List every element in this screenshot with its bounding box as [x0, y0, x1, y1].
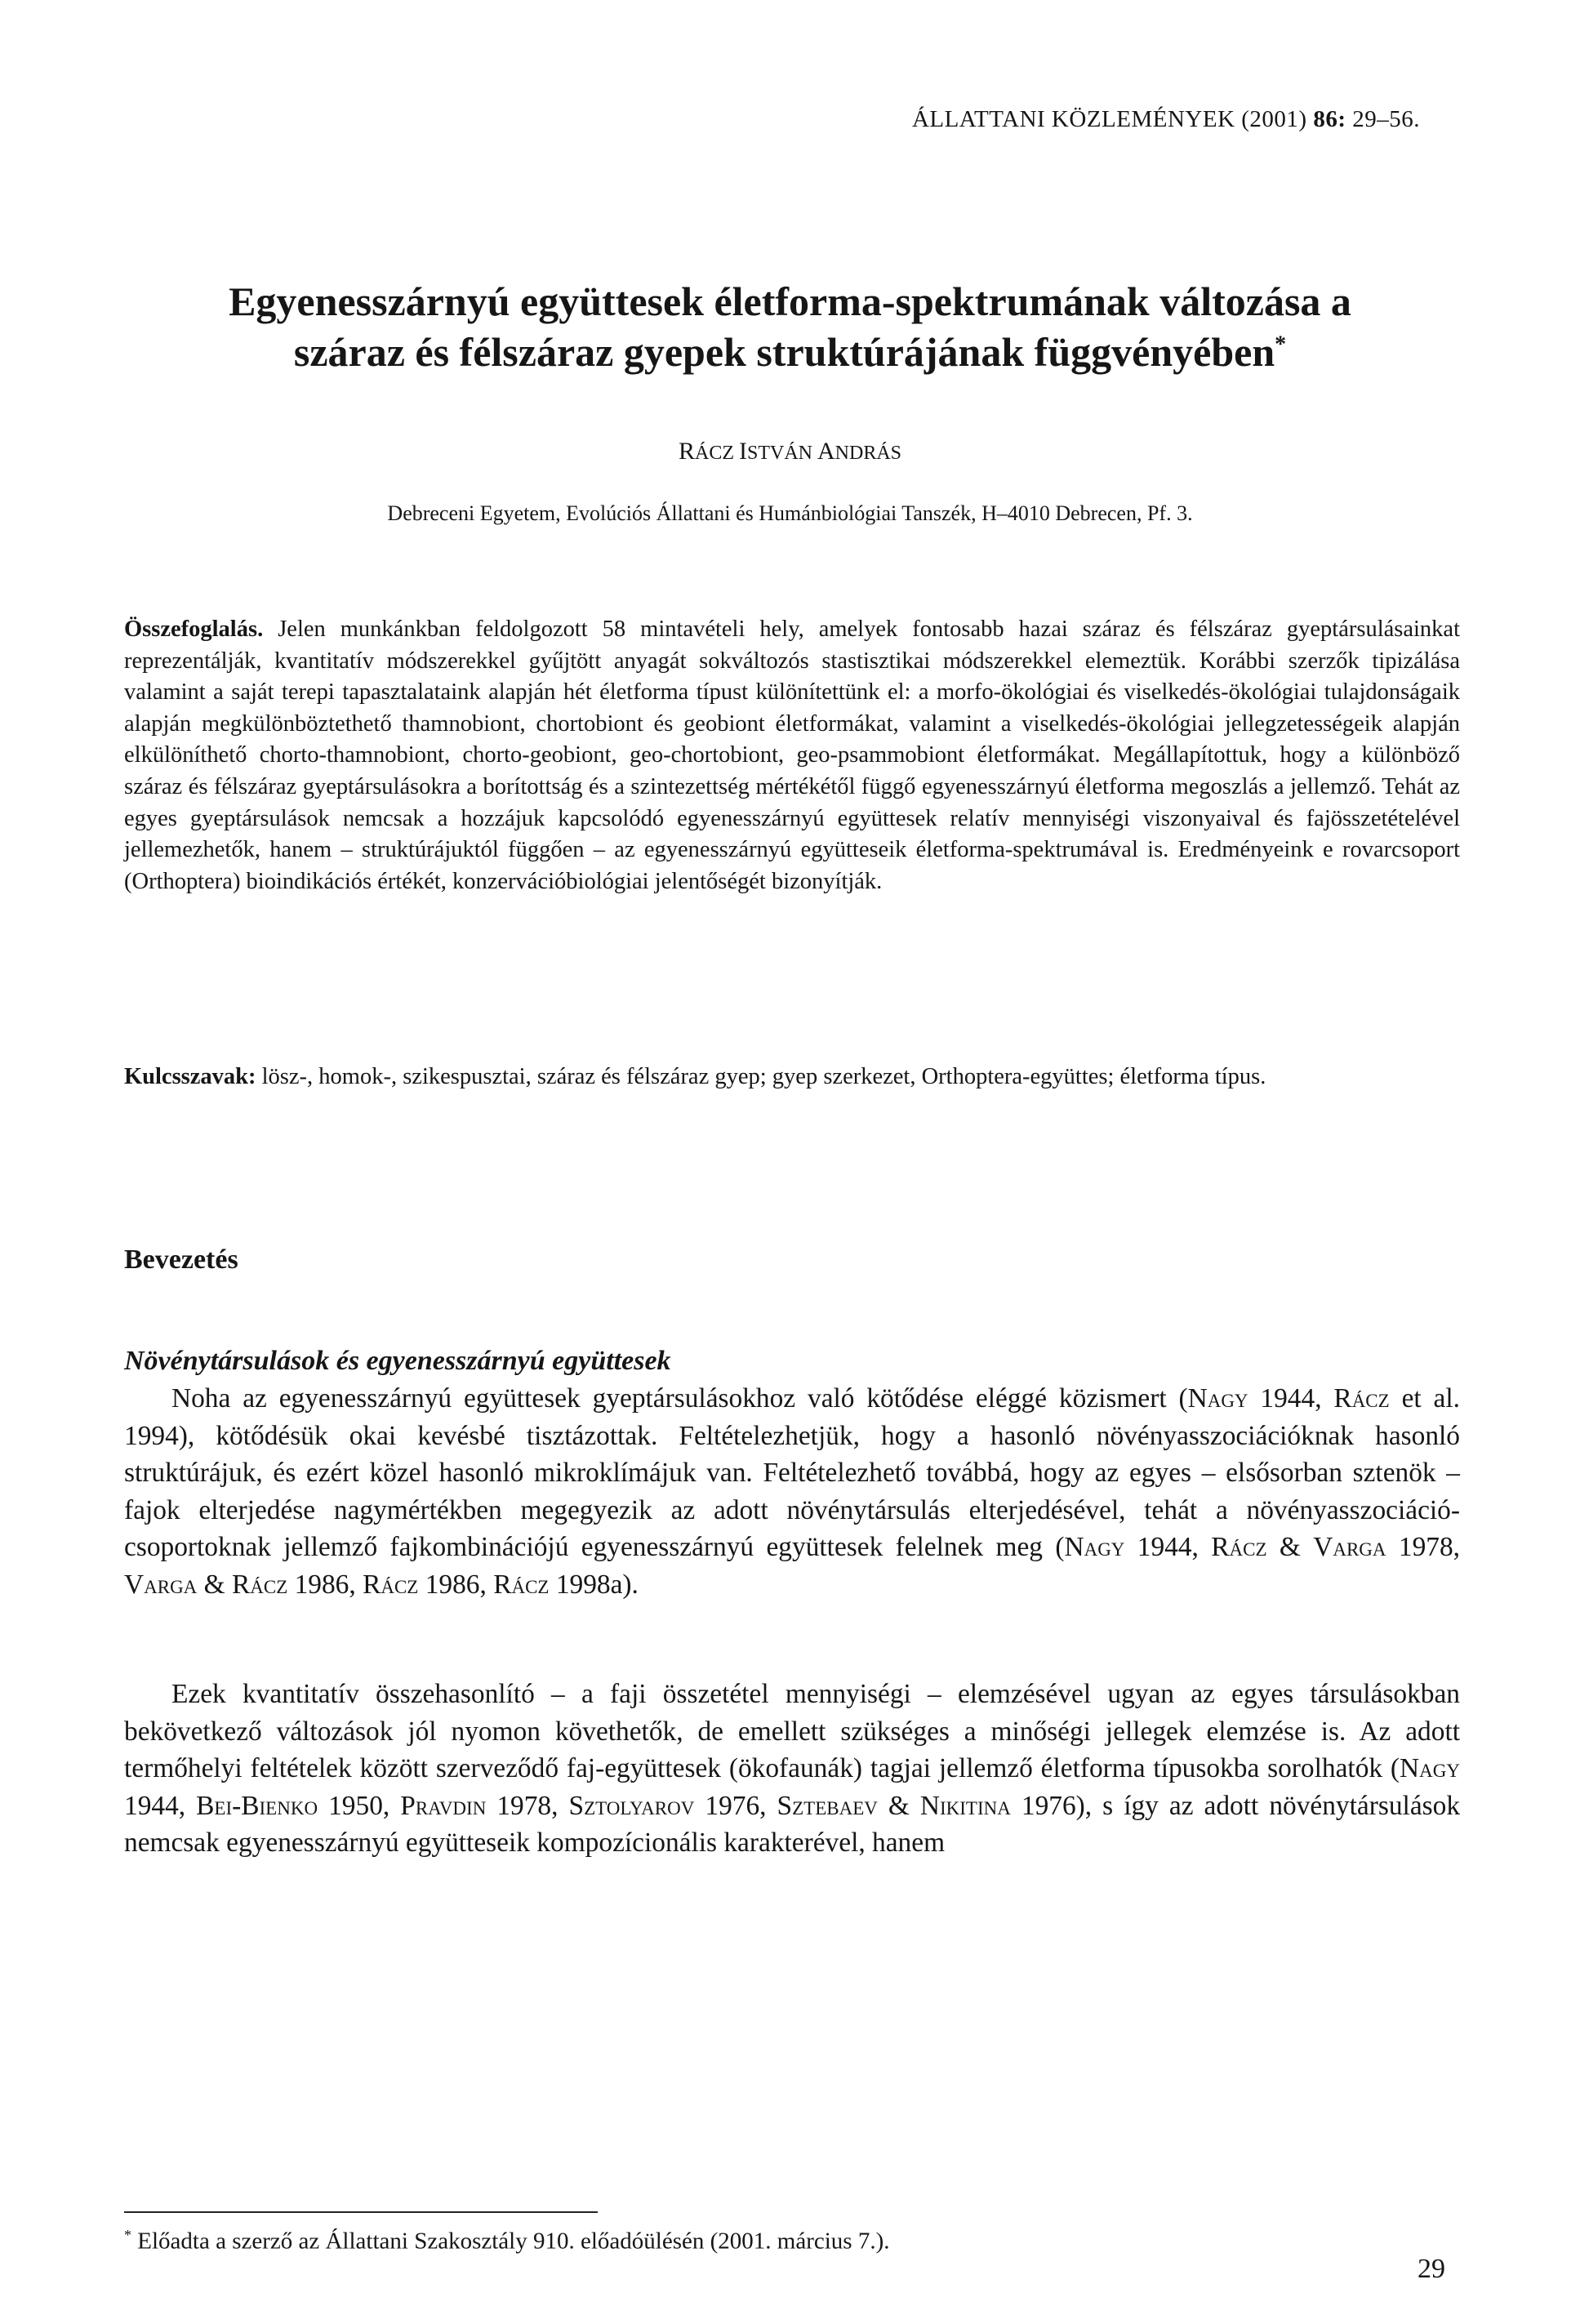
title-line-1: Egyenesszárnyú együttesek életforma-spektrumának változása a: [229, 278, 1351, 324]
author-name: RÁCZ ISTVÁN ANDRÁS: [678, 438, 902, 465]
journal-name: ÁLLATTANI KÖZLEMÉNYEK (2001): [911, 106, 1307, 132]
citation-author: Sztolyarov: [568, 1790, 695, 1821]
title-line-2: száraz és félszáraz gyepek struktúrájának függvényében: [293, 329, 1275, 375]
section-heading-introduction: Bevezetés: [124, 1244, 238, 1275]
journal-volume: 86:: [1313, 106, 1346, 132]
abstract-label: Összefoglalás.: [124, 617, 264, 642]
footnote-separator: [124, 2211, 598, 2213]
citation-author: Nagy: [1064, 1532, 1125, 1562]
article-title: [122, 276, 1458, 377]
abstract: [124, 614, 1460, 897]
subsection-heading: Növénytársulások és egyenesszárnyú együttesek: [124, 1346, 671, 1376]
journal-pages: 29–56.: [1352, 106, 1420, 132]
citation-author: Nikitina: [919, 1790, 1011, 1821]
running-header: [912, 106, 1420, 133]
keywords-text: lösz-, homok-, szikespusztai, száraz és félszáraz gyep; gyep szerkezet, Orthoptera-együttes; életforma típus.: [261, 1064, 1266, 1089]
footnote-text: Előadta a szerző az Állattani Szakosztály 910. előadóülésén (2001. március 7.).: [131, 2228, 890, 2255]
citation-author: Nagy: [1400, 1753, 1460, 1783]
citation-author: Rácz: [231, 1569, 288, 1600]
citation-author: Pravdin: [400, 1790, 487, 1821]
citation-author: Rácz: [363, 1569, 419, 1600]
citation-author: Rácz: [1333, 1383, 1390, 1414]
abstract-text: Jelen munkánkban feldolgozott 58 mintavételi hely, amelyek fontosabb hazai száraz és félszáraz gyeptársulásainkat reprezentálják, kvantitatív módszerekkel gyűjtött anyagát sokváltozós stastisztikai módszerekkel elemeztük. Korábbi szerzők tipizálása valamint a saját terepi tapasztalataink alapján hét életforma típust különítettünk el: a morfo-ökológiai és viselkedés-ökológiai tulajdonságaik alapján megkülönböztethető thamnobiont, chortobiont és geobiont életformákat, valamint a viselkedés-ökológiai jellegzetességeik alapján elkülöníthető chorto-thamnobiont, chorto-geobiont, geo-chortobiont, geo-psammobiont életformákat. Megállapítottuk, hogy a különböző száraz és félszáraz gyeptársulásokra a borítottság és a szintezettség mértékétől függő egyenesszárnyú életforma megoszlás a jellemző. Tehát az egyes gyeptársulások nemcsak a hozzájuk kapcsolódó egyenesszárnyú együttesek relatív mennyiségi viszonyaival és fajösszetételével jellemezhetők, hanem – struktúrájuktól függően – az egyenesszárnyú együtteseik életforma-spektrumával is. Eredményeink e rovarcsoport (Orthoptera) bioindikációs értékét, konzervációbiológiai jelentőségét bizonyítják.: [124, 617, 1460, 894]
citation-author: Varga: [1313, 1532, 1386, 1562]
citation-author: Bei-Bienko: [196, 1790, 318, 1821]
body-paragraph-2: Ezek kvantitatív összehasonlító – a faji összetétel mennyiségi – elemzésével ugyan az egyes társulásokban bekövetkező változások jól nyomon követhetők, de emellett szükséges a minőségi jellegek elemzése is. Az adott termőhelyi feltételek között szerveződő faj-együttesek (ökofaunák) tagjai jellemző életforma típusokba sorolhatók (Nagy 1944, Bei-Bienko 1950, Pravdin 1978, Sztolyarov 1976, Sztebaev & Nikitina 1976), s így az adott növénytársulások nemcsak egyenesszárnyú együtteseik kompozícionális karakterével, hanem: [124, 1679, 1461, 1858]
title-footnote-marker: *: [1275, 332, 1287, 358]
footnote: [124, 2227, 889, 2255]
citation-author: Nagy: [1187, 1383, 1248, 1414]
citation-author: Rácz: [493, 1569, 550, 1600]
page-number: 29: [1418, 2254, 1445, 2284]
body-paragraph-1: Noha az egyenesszárnyú együttesek gyeptársulásokhoz való kötődése eléggé közismert (Nagy 1944, Rácz et al. 1994), kötődésük okai kevésbé tisztázottak. Feltételezhetjük, hogy a hasonló növényasszociációknak hasonló struktúrájuk, és ezért közel hasonló mikroklímájuk van. Feltételezhető továbbá, hogy az egyes – elsősorban sztenök – fajok elterjedése nagymértékben megegyezik az adott növénytársulás elterjedésével, tehát a növényasszociáció-csoportoknak jellemző fajkombinációjú egyenesszárnyú együttesek felelnek meg (Nagy 1944, Rácz & Varga 1978, Varga & Rácz 1986, Rácz 1986, Rácz 1998a).: [124, 1383, 1461, 1600]
citation-author: Sztebaev: [777, 1790, 878, 1821]
citation-author: Varga: [124, 1569, 198, 1600]
keywords-label: Kulcsszavak:: [124, 1064, 256, 1089]
footnote-marker: *: [124, 2227, 131, 2243]
citation-author: Rácz: [1211, 1532, 1267, 1562]
author-affiliation: Debreceni Egyetem, Evolúciós Állattani és Humánbiológiai Tanszék, H–4010 Debrecen, Pf. 3.: [387, 501, 1193, 525]
keywords: [124, 1062, 1460, 1093]
